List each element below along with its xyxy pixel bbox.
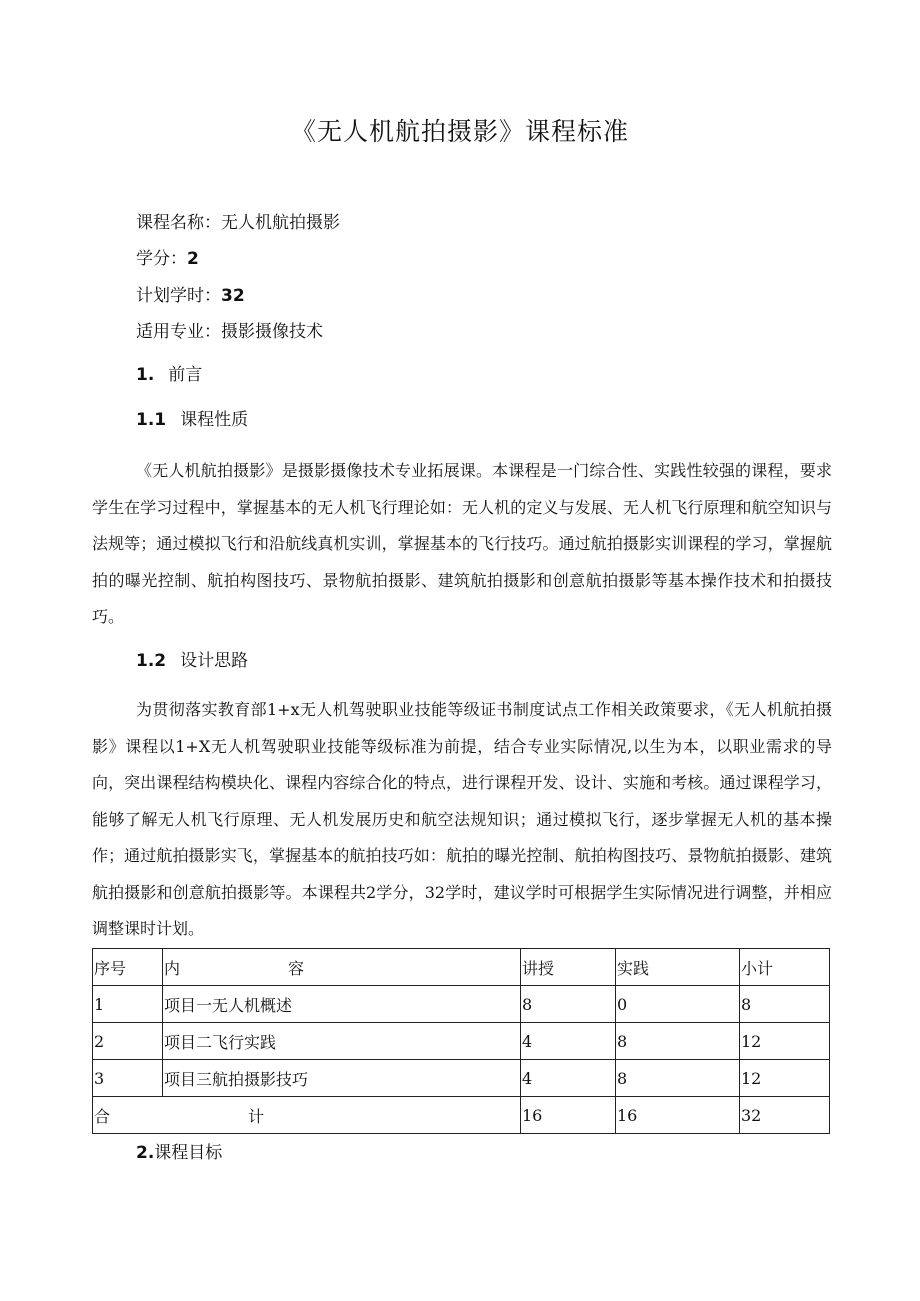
row-content: 项目一无人机概述 [163,986,521,1023]
row-subtotal: 8 [740,986,830,1023]
course-name-line [136,208,340,233]
row-content: 项目二飞行实践 [163,1023,521,1060]
table-header-row [93,949,830,986]
total-label-char-a: 合 [94,1106,111,1126]
section-1-2-title: 设计思路 [180,651,249,671]
design-idea-paragraph: 为贯彻落实教育部1+x无人机驾驶职业技能等级证书制度试点工作相关政策要求，《无人机航拍摄影》课程以1+X无人机驾驶职业技能等级标准为前提，结合专业实际情况,以生为本，以职业需求的导向，突出课程结构模块化、课程内容综合化的特点，进行课程开发、设计、实施和考核。通过课程学习，能够了解无人机飞行原理、无人机发展历史和航空法规知识；通过模拟飞行，逐步掌握无人机的基本操作；通过航拍摄影实飞，掌握基本的航拍技巧如：航拍的曝光控制、航拍构图技巧、景物航拍摄影、建筑航拍摄影和创意航拍摄影等。本课程共2学分，32学时，建议学时可根据学生实际情况进行调整，并相应调整课时计划。 [92,700,832,938]
section-1-2-number: 1.2 [136,651,167,671]
document-title: 《无人机航拍摄影》课程标准 [290,117,629,146]
course-nature-paragraph: 《无人机航拍摄影》是摄影摄像技术专业拓展课。本课程是一门综合性、实践性较强的课程，要求学生在学习过程中，掌握基本的无人机飞行理论如：无人机的定义与发展、无人机飞行原理和航空知识与法规等；通过模拟飞行和沿航线真机实训，掌握基本的飞行技巧。通过航拍摄影实训课程的学习，掌握航拍的曝光控制、航拍构图技巧、景物航拍摄影、建筑航拍摄影和创意航拍摄影等基本操作技术和拍摄技巧。 [92,461,832,626]
total-lecture: 16 [521,1097,616,1134]
section-1-1-heading [136,405,248,430]
header-content-char-a: 内 [164,958,181,978]
section-1-1-number: 1.1 [136,410,167,430]
row-lecture: 4 [521,1060,616,1097]
section-1-heading [136,360,202,385]
header-content [163,949,521,986]
total-label-char-b: 计 [247,1106,264,1126]
header-practice: 实践 [616,949,740,986]
section-1-2-heading [136,646,248,671]
major-label: 适用专业： [136,322,221,342]
credits-value: 2 [187,249,199,269]
header-content-char-b: 容 [287,958,304,978]
row-index: 2 [93,1023,163,1060]
row-index: 3 [93,1060,163,1097]
header-subtotal: 小计 [740,949,830,986]
section-2-heading [136,1138,222,1163]
course-hours-table [92,948,830,1134]
credits-line [136,244,199,269]
total-label [93,1097,521,1134]
row-lecture: 4 [521,1023,616,1060]
section-1-number: 1. [136,365,155,385]
row-index: 1 [93,986,163,1023]
row-practice: 8 [616,1023,740,1060]
section-1-1-title: 课程性质 [180,410,249,430]
table-row [93,1060,830,1097]
row-practice: 8 [616,1060,740,1097]
credits-label: 学分： [136,249,187,269]
table-total-row [93,1097,830,1134]
major-line [136,317,323,342]
section-1-title: 前言 [168,365,203,385]
major-value: 摄影摄像技术 [221,322,323,342]
section-2-title: 课程目标 [154,1143,223,1163]
table-row [93,1023,830,1060]
section-2-number: 2. [136,1143,155,1163]
row-subtotal: 12 [740,1060,830,1097]
total-subtotal: 32 [740,1097,830,1134]
hours-value: 32 [221,286,245,306]
header-lecture: 讲授 [521,949,616,986]
row-lecture: 8 [521,986,616,1023]
total-practice: 16 [616,1097,740,1134]
hours-label: 计划学时： [136,286,221,306]
header-index: 序号 [93,949,163,986]
row-practice: 0 [616,986,740,1023]
course-name-label: 课程名称： [136,213,221,233]
hours-line [136,281,245,306]
row-subtotal: 12 [740,1023,830,1060]
table-row [93,986,830,1023]
course-name-value: 无人机航拍摄影 [221,213,340,233]
row-content: 项目三航拍摄影技巧 [163,1060,521,1097]
